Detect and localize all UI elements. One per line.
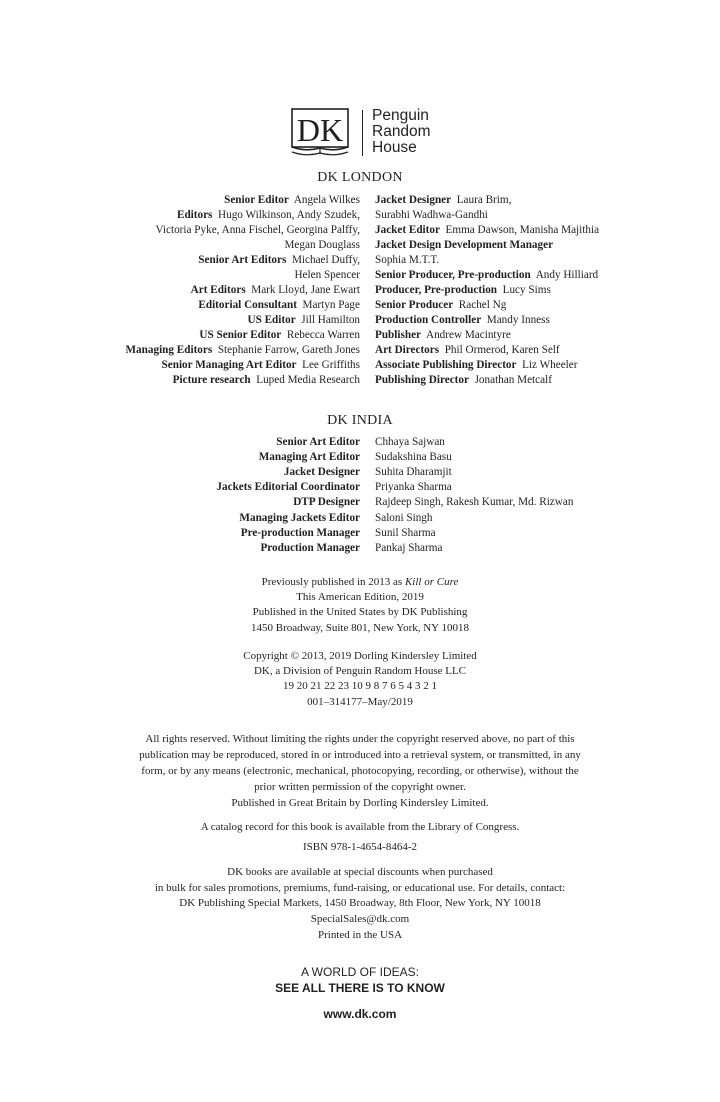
credit-row: [126, 313, 361, 328]
india-credit-name: Priyanka Sharma: [375, 481, 452, 494]
dk-book-logo-icon: [290, 108, 350, 158]
printed-in-line: Printed in the USA: [317, 929, 403, 941]
india-credit-role: Managing Jackets Editor: [239, 511, 360, 524]
india-credit-role: Production Manager: [260, 541, 360, 554]
svg-text:DK: DK: [296, 112, 344, 148]
credit-name: Mark Lloyd, Jane Ewart: [251, 284, 360, 296]
special-sales-info: [0, 865, 720, 927]
rights-line: prior written permission of the copyright owner.: [254, 781, 466, 793]
credit-name: Jill Hamilton: [301, 314, 360, 326]
credit-row: [126, 208, 361, 223]
special-line: DK Publishing Special Markets, 1450 Broadway, 8th Floor, New York, NY 10018: [179, 897, 541, 909]
credit-row: [126, 253, 361, 268]
credit-role: Jacket Editor: [375, 224, 440, 236]
credit-role: Editorial Consultant: [198, 299, 297, 311]
india-credit-name: Sunil Sharma: [375, 526, 436, 539]
great-britain-line: Published in Great Britain by Dorling Kindersley Limited.: [231, 797, 489, 809]
copyright-line: Copyright © 2013, 2019 Dorling Kindersley Limited: [243, 650, 477, 662]
special-sales-email: SpecialSales@dk.com: [310, 912, 410, 925]
credit-row: [375, 208, 599, 223]
previous-title: Kill or Cure: [404, 576, 459, 588]
credit-name: Andy Hilliard: [535, 269, 599, 281]
india-credit-name: Saloni Singh: [375, 511, 433, 524]
division-line: DK, a Division of Penguin Random House LLC: [253, 665, 467, 678]
credit-name: Jonathan Metcalf: [474, 374, 552, 386]
credit-role: US Senior Editor: [199, 329, 282, 341]
penguin-random-house-wordmark: [372, 108, 431, 156]
rights-notice: [0, 731, 720, 811]
credit-name: Lee Griffiths: [302, 359, 360, 371]
credit-role: Art Editors: [190, 284, 246, 296]
catalog-line: A catalog record for this book is available from the Library of Congress.: [200, 821, 520, 833]
credit-row: [375, 298, 599, 313]
isbn-line: ISBN 978-1-4654-8464-2: [303, 841, 417, 853]
credit-name: Liz Wheeler: [522, 359, 578, 371]
dk-website-link[interactable]: www.dk.com: [323, 1007, 397, 1021]
credit-row: [126, 268, 361, 283]
credit-name: Hugo Wilkinson, Andy Szudek,: [218, 209, 360, 221]
credit-name: Michael Duffy,: [291, 254, 360, 266]
credit-name: Stephanie Farrow, Gareth Jones: [217, 344, 360, 356]
credit-row: [126, 238, 361, 253]
prh-line: House: [372, 139, 417, 156]
credit-name: Rachel Ng: [458, 299, 507, 311]
india-credit-name: Suhita Dharamjit: [375, 466, 452, 479]
credit-row: [126, 358, 361, 373]
credit-row: [375, 313, 599, 328]
rights-line: All rights reserved. Without limiting the rights under the copyright reserved above, no part of this: [145, 733, 575, 745]
tagline-line-2: SEE ALL THERE IS TO KNOW: [275, 981, 445, 995]
rights-line: publication may be reproduced, stored in or introduced into a retrieval system, or transmitted, in any: [139, 749, 581, 761]
credit-role: US Editor: [247, 314, 296, 326]
credit-row: [375, 373, 599, 388]
credit-row: [126, 223, 361, 238]
credit-row: [375, 193, 599, 208]
credit-name: Andrew Macintyre: [426, 329, 511, 341]
credit-role: Producer, Pre-production: [375, 284, 498, 296]
credit-row: [375, 268, 599, 283]
publisher-logo: [290, 108, 460, 162]
india-credit-name: Sudakshina Basu: [375, 451, 452, 464]
credit-role: Senior Producer, Pre-production: [375, 269, 531, 281]
credit-role: Jacket Design Development Manager: [375, 239, 554, 251]
credit-name: Sophia M.T.T.: [375, 254, 440, 266]
credit-role: Associate Publishing Director: [375, 359, 517, 371]
india-credit-role: DTP Designer: [293, 496, 360, 509]
india-credit-role: Jackets Editorial Coordinator: [216, 481, 360, 494]
credit-role: Senior Managing Art Editor: [161, 359, 297, 371]
credit-name: Helen Spencer: [294, 269, 360, 281]
credit-row: [375, 253, 599, 268]
special-line: DK books are available at special discounts when purchased: [227, 866, 493, 878]
credit-name: Megan Douglass: [284, 239, 360, 251]
logo-divider: [362, 110, 363, 156]
london-credits-right: [375, 193, 599, 388]
credit-row: [375, 238, 599, 253]
credit-row: [375, 358, 599, 373]
credit-role: Art Directors: [375, 344, 440, 356]
credit-name: Martyn Page: [302, 299, 360, 311]
previously-published-line: Previously published in 2013 as Kill or Cure: [261, 576, 459, 588]
publication-info: [0, 575, 720, 636]
india-credit-name: Rajdeep Singh, Rakesh Kumar, Md. Rizwan: [375, 496, 574, 509]
credit-role: Jacket Designer: [375, 194, 452, 206]
credit-name: Angela Wilkes: [293, 194, 360, 206]
india-credit-role: Senior Art Editor: [276, 436, 360, 448]
credit-name: Lucy Sims: [502, 284, 551, 296]
credit-row: [126, 283, 361, 298]
credit-name: Luped Media Research: [256, 374, 360, 386]
credit-role: Picture research: [172, 374, 251, 386]
india-credit-role: Jacket Designer: [283, 466, 360, 479]
credit-role: Editors: [176, 209, 213, 221]
credit-name: Phil Ormerod, Karen Self: [444, 344, 560, 356]
credit-role: Managing Editors: [125, 344, 213, 356]
credit-row: [375, 328, 599, 343]
credit-role: Publisher: [375, 329, 422, 341]
prh-line: Penguin: [372, 107, 429, 124]
rights-line: form, or by any means (electronic, mechanical, photocopying, recording, or otherwise), without the: [141, 765, 579, 777]
edition-line: This American Edition, 2019: [296, 591, 424, 604]
credit-name: Emma Dawson, Manisha Majithia: [445, 224, 600, 236]
india-credit-name: Pankaj Sharma: [375, 541, 443, 554]
london-credits-left: [126, 193, 361, 388]
india-credit-name: Chhaya Sajwan: [375, 436, 445, 448]
credit-row: [375, 283, 599, 298]
india-credit-role: Pre-production Manager: [240, 526, 360, 539]
credit-row: [126, 328, 361, 343]
credit-role: Production Controller: [375, 314, 482, 326]
credit-row: [126, 298, 361, 313]
credit-row: [126, 343, 361, 358]
credit-name: Mandy Inness: [486, 314, 550, 326]
published-by-line: Published in the United States by DK Publishing: [252, 606, 468, 619]
credit-row: [126, 193, 361, 208]
credit-name: Surabhi Wadhwa-Gandhi: [375, 209, 488, 221]
credit-row: [375, 223, 599, 238]
credit-role: Senior Art Editors: [198, 254, 287, 266]
copyright-info: [0, 649, 720, 710]
credit-role: Senior Producer: [375, 299, 454, 311]
credit-row: [375, 343, 599, 358]
credit-role: Senior Editor: [224, 194, 289, 206]
address-line: 1450 Broadway, Suite 801, New York, NY 10018: [251, 621, 469, 634]
dk-india-heading: DK INDIA: [327, 413, 393, 428]
credit-name: Rebecca Warren: [286, 329, 360, 341]
special-line: in bulk for sales promotions, premiums, fund-raising, or educational use. For details, contact:: [154, 881, 566, 894]
credit-name: Victoria Pyke, Anna Fischel, Georgina Palffy,: [155, 224, 360, 236]
credit-name: Laura Brim,: [456, 194, 512, 206]
tagline-line-1: A WORLD OF IDEAS:: [300, 965, 420, 979]
dk-london-heading: DK LONDON: [317, 170, 403, 185]
printing-line: 19 20 21 22 23 10 9 8 7 6 5 4 3 2 1: [283, 680, 437, 693]
credit-role: Publishing Director: [375, 374, 469, 386]
job-number-line: 001–314177–May/2019: [307, 695, 413, 708]
india-credit-role: Managing Art Editor: [258, 451, 360, 464]
credit-row: [126, 373, 361, 388]
prh-line: Random: [372, 123, 431, 140]
